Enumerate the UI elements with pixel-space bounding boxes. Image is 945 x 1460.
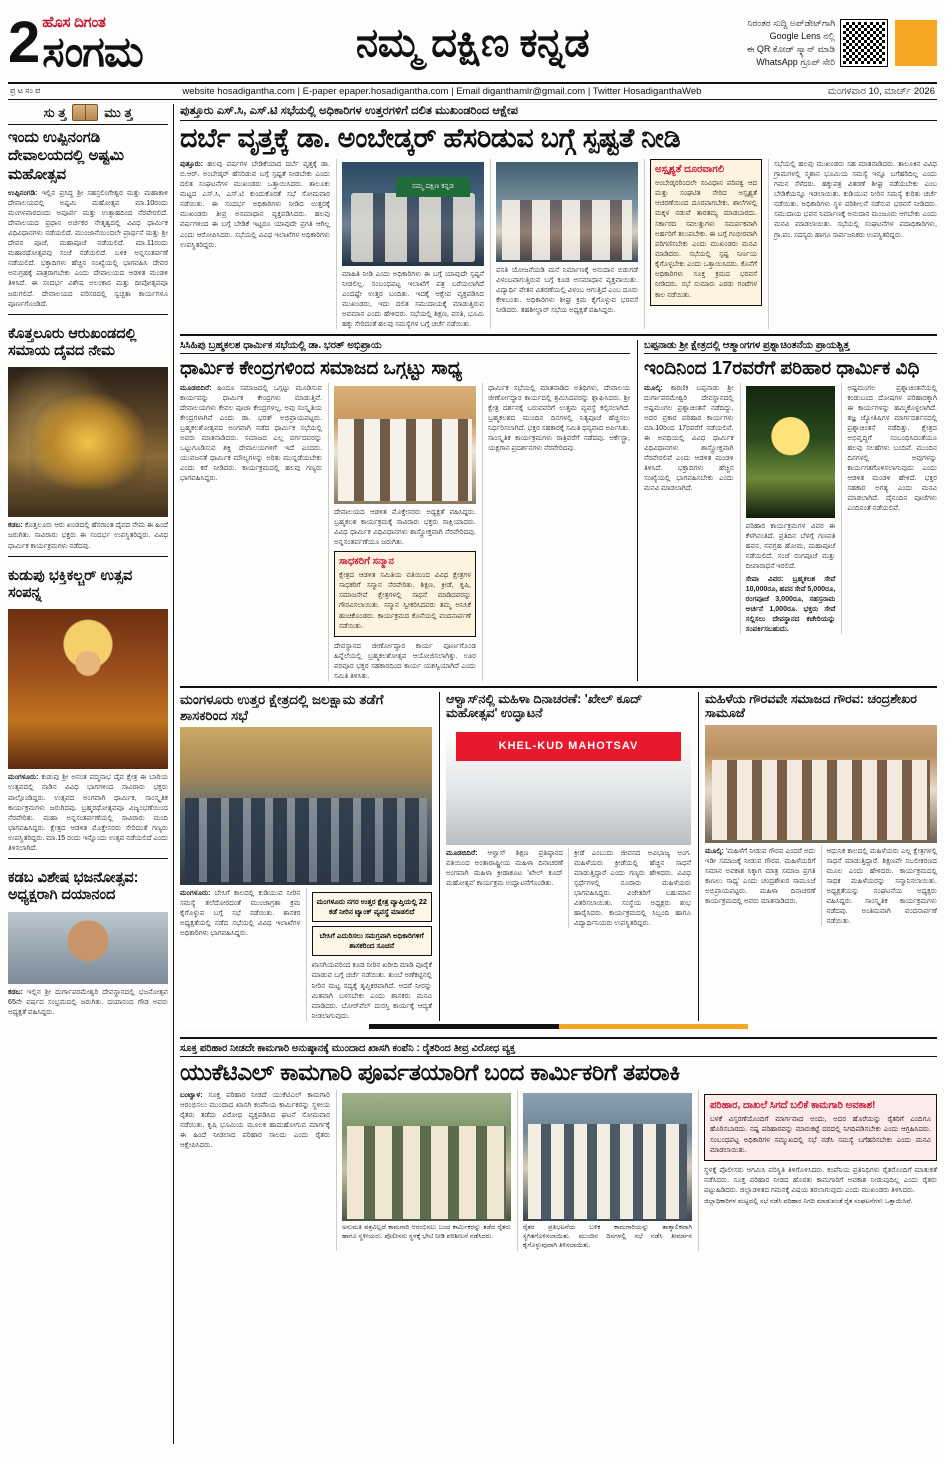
- water-story-body-2: ಖಾಸಗಿಯವರಿಂದ ಕೂಡ ನೀರಿನ ಖರೀದಿ ಮಾಡಿ ಪೂರೈಕೆ ಮಾಡುವ ಬಗ್ಗೆ ಚರ್ಚೆ ನಡೆಯಿತು. ತುಂಬೆ ಅಣೆಕಟ್ಟಿನಲ್ಲಿ ನೀರಿನ ಮಟ್ಟ ಸದ್ಯಕ್ಕೆ ತೃಪ್ತಿಕರವಾಗಿದೆ. ಆದರೆ ನೀರನ್ನು ಮಿತವಾಗಿ ಬಳಸಬೇಕು ಎಂದು ಶಾಸಕರು ಮನವಿ ಮಾಡಿದರು. ಬೋರ್‌ವೆಲ್ ದುರಸ್ತಿ ಕಾರ್ಯಕ್ಕೆ ಆದ್ಯತೆ ನೀಡಲಾಗುವುದು.: [311, 961, 432, 1020]
- left-story-4-headline[interactable]: ಕಡಬ ವಿಶೇಷ ಭಜನೋತ್ಸವ: ಅಧ್ಯಕ್ಷರಾಗಿ ದಯಾನಂದ: [8, 869, 139, 904]
- lead-story-boxout-body: ಅಂಬೇಡ್ಕರರಿಂದಲೇ ಸಂವಿಧಾನ ಪರಿಪಕ್ವ ಆದ ಮತ್ತು ಸಂಘಟಿತ ಸೇರಿದ ಅಸ್ಪೃಶ್ಯತೆ ಆಚರಣೆಯಿಂದ ದೂರವಾಗಬೇಕು. ಶಾಲೆಗಳಲ್ಲಿ ಮಕ್ಕಳ ನಡುವೆ ತಾರತಮ್ಯ ಮಾಡಬಾರದು. ಸರ್ಕಾರದ ಸವಲತ್ತುಗಳು ಸಮರ್ಪಕವಾಗಿ ಅರ್ಹರಿಗೆ ತಲುಪಬೇಕು. ಈ ಬಗ್ಗೆ ಗಂಭೀರವಾಗಿ ಪರಿಗಣಿಸಬೇಕು ಎಂದು ಮುಖಂಡರು ಮನವಿ ಮಾಡಿದರು. ಸಭೆಯಲ್ಲಿ ಸ್ಪಷ್ಟ ನಿರ್ಣಯ ಕೈಗೊಳ್ಳಬೇಕು ಎಂದು ಒತ್ತಾಯಿಸಿದರು. ಕೊನೆಗೆ ಅಧಿಕಾರಿಗಳು ಸೂಕ್ತ ಕ್ರಮದ ಭರವಸೆ ನೀಡಿದರು. ಸಭೆ ಸುಮಾರು ಎರಡು ಗಂಟೆಗಳ ಕಾಲ ನಡೆಯಿತು.: [655, 180, 757, 299]
- water-story-inset-1: ಮಂಗಳೂರು ನಗರ ಉತ್ತರ ಕ್ಷೇತ್ರ ವ್ಯಾಪ್ತಿಯಲ್ಲಿ 22 ಕಡೆ ನೀರಿನ ಟ್ಯಾಂಕ್ ವ್ಯವಸ್ಥೆ ಮಾಡಲಿದೆ: [312, 892, 433, 922]
- religious-story-boxout: [334, 551, 476, 637]
- bottom-story-kicker: ಸೂಕ್ತ ಪರಿಹಾರ ನೀಡದೇ ಕಾಮಗಾರಿ ಅನುಷ್ಠಾನಕ್ಕೆ ಮುಂದಾದ ಖಾಸಗಿ ಕಂಪೆನಿ : ರೈತರಿಂದ ತೀವ್ರ ವಿರೋಧ ವ್ಯಕ್ತ: [180, 1042, 516, 1054]
- bottom-story-dateline: ಬಂಟ್ವಾಳ:: [180, 1091, 203, 1100]
- divider: [644, 353, 937, 354]
- religious-story-col-1: [180, 383, 322, 484]
- lead-story-photo-1: [342, 162, 484, 266]
- left-story-2-text: ಕೊತ್ತಲೂರು ಆರು ಖಂಡದಲ್ಲಿ ಹೆಸರಾಂತ ದೈವದ ನೇಮ ಈ ಹಿಂದೆ ಜರುಗಿತು. ಸಾವಿರಾರು ಭಕ್ತರು ಈ ಸಂದರ್ಭ ಉಪಸ್ಥಿತರಿದ್ದರು. ವಿವಿಧ ಧಾರ್ಮಿಕ ಕಾರ್ಯಕ್ರಮಗಳು ನಡೆದವು.: [8, 521, 168, 550]
- masthead-left: [8, 6, 308, 80]
- left-story-3-text: ಕುಡುಪು ಶ್ರೀ ಅನಂತ ಪದ್ಮನಾಭ ದೈವ ಕ್ಷೇತ್ರ ಈ ಬಾರಿಯ ಉತ್ಸವದಲ್ಲಿ ನಾಡಿನ ವಿವಿಧ ಭಾಗಗಳಿಂದ ಸಾವಿರಾರು ಭಕ್ತರು ಪಾಲ್ಗೊಂಡಿದ್ದರು. ಉತ್ಸವದ ಅಂಗವಾಗಿ ಧಾರ್ಮಿಕ, ಸಾಂಸ್ಕೃತಿಕ ಕಾರ್ಯಕ್ರಮಗಳು ಜರುಗಿದವು. ಬ್ರಹ್ಮರಥೋತ್ಸವವೂ ವಿಜೃಂಭಣೆಯಿಂದ ನೆರವೇರಿತು. ಮಹಾ ಅನ್ನಸಂತರ್ಪಣೆಯಲ್ಲಿ ಸಾವಿರಾರು ಮಂದಿ ಭಾಗವಹಿಸಿದ್ದರು. ಕ್ಷೇತ್ರದ ಆಡಳಿತ ಮೊಕ್ತೇಸರರು ಸೇರಿದಂತೆ ಗಣ್ಯರು ಉಪಸ್ಥಿತರಿದ್ದರು. ಮಾ.15 ರಂದು ಇನ್ನೊಂದು ಉತ್ಸವ ನಡೆಯಲಿದೆ ಎಂದು ತಿಳಿಸಲಾಗಿದೆ.: [8, 773, 168, 852]
- khelkud-story: [439, 692, 691, 1021]
- lead-story-col-1-text: ಹಲವು ವರ್ಷಗಳ ಬೇಡಿಕೆಯಾದ ದರ್ಬೆ ವೃತ್ತಕ್ಕೆ ಡಾ. ಬಿ.ಆರ್. ಅಂಬೇಡ್ಕರ್ ಹೆಸರಿಡುವ ಬಗ್ಗೆ ಸ್ಪಷ್ಟತೆ ನೀಡಬೇಕು ಎಂದು ದಲಿತ ಸಂಘಟನೆಗಳ ಮುಖಂಡರು ಒತ್ತಾಯಿಸಿದರು. ತಾಲೂಕು ಮಟ್ಟದ ಎಸ್‌.ಸಿ, ಎಸ್‌.ಟಿ ಕುಂದುಕೊರತೆ ಸಭೆ ಸೋಮವಾರ ನಡೆಯಿತು. ಈ ಸಂದರ್ಭ ಅಧಿಕಾರಿಗಳು ನೀಡಿದ ಉತ್ತರಕ್ಕೆ ಮುಖಂಡರು ತೀವ್ರ ಅಸಮಾಧಾನ ವ್ಯಕ್ತಪಡಿಸಿದರು. ಹಲವು ವರ್ಷಗಳಿಂದ ಈ ಬಗ್ಗೆ ಬೇಡಿಕೆ ಇಟ್ಟರೂ ಯಾವುದೇ ಪ್ರಗತಿ ಆಗಿಲ್ಲ ಎಂದು ಆರೋಪಿಸಿದರು. ಸಭೆಯಲ್ಲಿ ವಿವಿಧ ಇಲಾಖೆಗಳ ಅಧಿಕಾರಿಗಳು ಉಪಸ್ಥಿತರಿದ್ದರು.: [180, 160, 330, 249]
- divider: [8, 858, 168, 859]
- lead-story-col-1: [180, 159, 330, 250]
- masthead-color-block: [895, 20, 937, 66]
- website-label: website: [182, 86, 215, 97]
- lead-story-col-3: ವಸತಿ ಯೋಜನೆಯಡಿ ಮನೆ ನಿರ್ಮಾಣಕ್ಕೆ ಅನುದಾನ ಬಿಡುಗಡೆ ವಿಳಂಬವಾಗುತ್ತಿರುವ ಬಗ್ಗೆ ಕೂಡ ಅಸಮಾಧಾನ ವ್ಯಕ್ತವಾಯಿತು. ವಿದ್ಯಾರ್ಥಿ ವೇತನ ವಿತರಣೆಯಲ್ಲಿ ವಿಳಂಬ ಆಗುತ್ತಿದೆ ಎಂಬ ದೂರು ಕೇಳಿಬಂತು. ಅಧಿಕಾರಿಗಳು ಶೀಘ್ರ ಕ್ರಮ ಕೈಗೊಳ್ಳುವ ಭರವಸೆ ನೀಡಿದರು. ತಹಶೀಲ್ದಾರ್ ಸಭೆಯ ಅಧ್ಯಕ್ಷತೆ ವಹಿಸಿದ್ದರು.: [496, 266, 638, 315]
- religious-story-kicker: ಸಿಸಿಹಿಪು ಬ್ರಹ್ಮಕಲಶ ಧಾರ್ಮಿಕ ಸಭೆಯಲ್ಲಿ ಡಾ. ಭರತ್ ಅಭಿಪ್ರಾಯ: [180, 340, 382, 352]
- color-registration-strip: [180, 1024, 937, 1029]
- third-band: [180, 686, 937, 1021]
- divider: [180, 1056, 937, 1057]
- second-band: [180, 334, 937, 681]
- book-icon: [72, 104, 98, 121]
- religious-story-dateline: ಮೂಡಬಿದಿರೆ:: [180, 383, 212, 392]
- religious-story-col-1-text: ಹಿಂದೂ ಸಮಾಜದಲ್ಲಿ ಒಗ್ಗಟ್ಟು ಮೂಡಿಸುವ ಕಾರ್ಯವನ್ನು ಧಾರ್ಮಿಕ ಕೇಂದ್ರಗಳು ಮಾಡುತ್ತಿವೆ. ದೇವಾಲಯಗಳು ಕೇವಲ ಪೂಜಾ ಕೇಂದ್ರಗಳಲ್ಲ, ಅವು ಸಂಸ್ಕೃತಿಯ ಕೇಂದ್ರಗಳಾಗಿವೆ ಎಂದು ಡಾ. ಭರತ್ ಅಭಿಪ್ರಾಯಪಟ್ಟರು. ಬ್ರಹ್ಮಕಲಶೋತ್ಸವದ ಅಂಗವಾಗಿ ನಡೆದ ಧಾರ್ಮಿಕ ಸಭೆಯಲ್ಲಿ ಅವರು ಮಾತನಾಡಿದರು. ಸಮಾಜದ ಎಲ್ಲ ವರ್ಗದವರನ್ನು ಒಟ್ಟುಗೂಡಿಸುವ ಶಕ್ತಿ ದೇವಾಲಯಗಳಿಗೆ ಇದೆ ಎಂದರು. ಯುವಜನತೆ ಧಾರ್ಮಿಕ ಮೌಲ್ಯಗಳನ್ನು ಅರಿತು ಮುನ್ನಡೆಯಬೇಕು ಎಂದು ಕರೆ ನೀಡಿದರು. ಕಾರ್ಯಕ್ರಮದಲ್ಲಿ ಹಲವು ಗಣ್ಯರು ಭಾಗವಹಿಸಿದ್ದರು.: [180, 383, 322, 483]
- main-column: [180, 104, 937, 1444]
- twitter-link[interactable]: HosadiganthaWeb: [623, 86, 702, 97]
- qr-line-2: Google Lens ನಲ್ಲಿ: [769, 30, 835, 41]
- bottom-story-col-1: [180, 1090, 330, 1150]
- brand-top-label: ಹೊಸ ದಿಗಂತ: [42, 13, 106, 31]
- lead-story-col-2: ಮಾಹಿತಿ ನೀಡಿ ಎಂದು ಅಧಿಕಾರಿಗಳು ಈ ಬಗ್ಗೆ ಯಾವುದೇ ಸ್ಪಷ್ಟನೆ ನೀಡಲಿಲ್ಲ. ಸಂಬಂಧಪಟ್ಟ ಇಲಾಖೆಗೆ ಪತ್ರ ಬರೆಯಲಾಗಿದೆ ಎಂದಷ್ಟೇ ಉತ್ತರ ಬಂದಿತು. ಇದಕ್ಕೆ ಆಕ್ಷೇಪ ವ್ಯಕ್ತಪಡಿಸಿದ ಮುಖಂಡರು, ಇದು ದಲಿತ ಸಮುದಾಯಕ್ಕೆ ಮಾಡುತ್ತಿರುವ ಅವಮಾನ ಎಂದು ಹೇಳಿದರು. ಸಭೆಯಲ್ಲಿ ಶಿಕ್ಷಣ, ವಸತಿ, ಭೂಮಿ ಹಕ್ಕು ಸೇರಿದಂತೆ ಹಲವು ಸಮಸ್ಯೆಗಳ ಬಗ್ಗೆ ಚರ್ಚೆ ನಡೆಯಿತು.: [342, 270, 484, 329]
- bottom-story-headline[interactable]: ಯುಕೆಟಿಎಲ್ ಕಾಮಗಾರಿ ಪೂರ್ವತಯಾರಿಗೆ ಬಂದ ಕಾರ್ಮಿಕರಿಗೆ ತಪರಾಕಿ: [180, 1058, 680, 1085]
- email-link[interactable]: diganthamlr@gmail.com: [482, 86, 586, 97]
- bottom-story-boxout-heading: ಪರಿಹಾರ, ದಾಖಲೆ ಸಿಗದೆ ಬಲಿಕೆ ಕಾಮಗಾರಿ ಅವಕಾಶ!: [710, 1100, 876, 1112]
- left-column-strap: [8, 104, 168, 125]
- edition-title: ನಮ್ಮ ದಕ್ಷಿಣ ಕನ್ನಡ: [355, 20, 590, 65]
- women-story-headline[interactable]: ಮಹಿಳೆಯ ಗೌರವವೇ ಸಮಾಜದ ಗೌರವ: ಚಂದ್ರಶೇಖರ ಸಾಮೂಜೆ: [705, 692, 917, 721]
- publication-date: ಮಂಗಳವಾರ 10, ಮಾರ್ಚ್ 2026: [827, 86, 935, 97]
- religious-story-photo: [334, 386, 476, 504]
- bottom-story-caption-3: ಜಿಲ್ಲಾಧಿಕಾರಿಗಳ ಮಟ್ಟದಲ್ಲಿ ಸಭೆ ನಡೆಸಿ ಪರಿಹಾರ ನಿಗದಿ ಮಾಡುವಂತೆ ರೈತ ಸಂಘಟನೆಗಳು ಒತ್ತಾಯಿಸಿವೆ.: [704, 1198, 913, 1206]
- women-honour-story: [698, 692, 937, 1021]
- religious-story-boxout-body: ಕ್ಷೇತ್ರದ ಆಡಳಿತ ಸಮಿತಿಯ ವತಿಯಿಂದ ವಿವಿಧ ಕ್ಷೇತ್ರಗಳ ಸಾಧಕರಿಗೆ ಸನ್ಮಾನ ನೆರವೇರಿತು. ಶಿಕ್ಷಣ, ಕ್ರೀಡೆ, ಕೃಷಿ, ಸಮಾಜಸೇವೆ ಕ್ಷೇತ್ರಗಳಲ್ಲಿ ಸಾಧನೆ ಮಾಡಿದವರನ್ನು ಗೌರವಿಸಲಾಯಿತು. ಸನ್ಮಾನ ಸ್ವೀಕರಿಸಿದವರು ತಮ್ಮ ಅನಿಸಿಕೆ ಹಂಚಿಕೊಂಡರು. ಕಾರ್ಯಕ್ರಮದ ಕೊನೆಯಲ್ಲಿ ವಂದನಾರ್ಪಣೆ ನಡೆಯಿತು.: [339, 571, 471, 630]
- women-story-body-2: ಆಧುನಿಕ ಕಾಲದಲ್ಲಿ ಮಹಿಳೆಯರು ಎಲ್ಲ ಕ್ಷೇತ್ರಗಳಲ್ಲಿ ಸಾಧನೆ ಮಾಡುತ್ತಿದ್ದಾರೆ. ಶಿಕ್ಷಣವೇ ಸಬಲೀಕರಣದ ಮೂಲ ಎಂದು ಹೇಳಿದರು. ಕಾರ್ಯಕ್ರಮದಲ್ಲಿ ಸಾಧಕ ಮಹಿಳೆಯರನ್ನು ಸನ್ಮಾನಿಸಲಾಯಿತು. ಅಧ್ಯಕ್ಷತೆಯನ್ನು ಸಂಘಟನೆಯ ಅಧ್ಯಕ್ಷರು ವಹಿಸಿದ್ದರು. ಸಾಂಸ್ಕೃತಿಕ ಕಾರ್ಯಕ್ರಮಗಳು ನಡೆದವು. ಅಂತಿಮವಾಗಿ ವಂದನಾರ್ಪಣೆ ನಡೆಯಿತು.: [826, 846, 937, 926]
- qr-line-4: WhatsApp ಗ್ರೂಪ್ ಸೇರಿ: [756, 57, 835, 68]
- left-story-1-dateline: ಉಪ್ಪಿನಂಗಡಿ:: [8, 188, 38, 197]
- lead-story-kicker: ಪುತ್ತೂರು ಎಸ್‌.ಸಿ, ಎಸ್‌.ಟಿ ಸಭೆಯಲ್ಲಿ ಅಧಿಕಾರಿಗಳ ಉತ್ತರಗಳಿಗೆ ದಲಿತ ಮುಖಂಡರಿಂದ ಆಕ್ಷೇಪ: [180, 104, 937, 121]
- page-number: 2: [8, 10, 39, 75]
- masthead-right: [637, 6, 937, 80]
- water-story-photo: [180, 727, 432, 885]
- qr-line-1: ನಿರಂತರ ಸುದ್ದಿ ಅಪ್‌ಡೇಟ್‌ಗಾಗಿ: [747, 17, 835, 28]
- temple-story-headline[interactable]: ಇಂದಿನಿಂದ 17ರವರೆಗೆ ಪರಿಹಾರ ಧಾರ್ಮಿಕ ವಿಧಿ: [644, 357, 920, 379]
- twitter-label: Twitter: [592, 86, 621, 97]
- left-story-1-body: [8, 188, 168, 309]
- qr-instructions: [747, 17, 835, 69]
- bottom-story-col-1-text: ಸೂಕ್ತ ಪರಿಹಾರ ನೀಡದೆ ಯುಕೆಟಿಎಲ್ ಕಾಮಗಾರಿ ಆರಂಭಿಸಲು ಮುಂದಾದ ಖಾಸಗಿ ಕಂಪೆನಿಯ ಕಾರ್ಮಿಕರನ್ನು ಸ್ಥಳೀಯ ರೈತರು ತಡೆದು ವಿರೋಧ ವ್ಯಕ್ತಪಡಿಸಿದ ಘಟನೆ ಸೋಮವಾರ ನಡೆಯಿತು. ಕೃಷಿ ಭೂಮಿಯ ಮೂಲಕ ಹಾದುಹೋಗುವ ಮಾರ್ಗಕ್ಕೆ ಈ ಹಿಂದೆ ನೀಡಲಾದ ಪರಿಹಾರ ಸಾಲದು ಎಂದು ರೈತರು ಆಕ್ಷೇಪಿಸಿದರು.: [180, 1091, 330, 1150]
- lead-story: [180, 104, 937, 329]
- left-story-3-photo: [8, 609, 168, 769]
- temple-schedule-story: [637, 340, 937, 681]
- left-story-2-headline[interactable]: ಕೊತ್ತಲೂರು ಆರುಖಂಡದಲ್ಲಿ ಸಮಾಯ ದೈವದ ನೇಮ: [8, 325, 137, 360]
- women-story-text: 'ಮಹಿಳೆಗೆ ನೀಡುವ ಗೌರವ ಎಂದರೆ ಅದು ಇಡೀ ಸಮಾಜಕ್ಕೆ ನೀಡುವ ಗೌರವ. ಮಹಿಳೆಯರಿಗೆ ಸಮಾನ ಅವಕಾಶ ಸಿಕ್ಕಾಗ ಮಾತ್ರ ಸಮಾಜ ಪ್ರಗತಿ ಕಾಣಲು ಸಾಧ್ಯ' ಎಂದು ಚಂದ್ರಶೇಖರ ಸಾಮೂಜೆ ಅಭಿಪ್ರಾಯಪಟ್ಟರು. ಮಹಿಳಾ ದಿನಾಚರಣೆ ಕಾರ್ಯಕ್ರಮದಲ್ಲಿ ಅವರು ಮಾತನಾಡಿದರು.: [705, 846, 816, 906]
- khelkud-story-headline[interactable]: ಆಳ್ವಾಸ್‌ನಲ್ಲಿ ಮಹಿಳಾ ದಿನಾಚರಣೆ: 'ಖೇಲ್ ಕೂದ್ ಮಹೋತ್ಸವ' ಉದ್ಘಾಟನೆ: [446, 692, 643, 721]
- lead-story-boxout-heading: ಅಸ್ಪೃಶ್ಯತೆ ದೂರವಾಗಲಿ: [655, 164, 725, 176]
- khelkud-story-body: [446, 848, 563, 888]
- bottom-story-caption-2: ರೈತರ ಪ್ರತಿಭಟನೆಯ ಬಳಿಕ ಕಾಮಗಾರಿಯನ್ನು ತಾತ್ಕಾಲಿಕವಾಗಿ ಸ್ಥಗಿತಗೊಳಿಸಲಾಯಿತು. ಮುಂದಿನ ದಿನಗಳಲ್ಲಿ ಸಭೆ ನಡೆಸಿ ತೀರ್ಮಾನ ಕೈಗೊಳ್ಳುವುದಾಗಿ ತಿಳಿಸಲಾಯಿತು.: [523, 1224, 692, 1249]
- bottom-story-boxout: [704, 1094, 937, 1161]
- website-link[interactable]: hosadigantha.com: [217, 86, 295, 97]
- email-label: Email: [456, 86, 480, 97]
- divider: [180, 353, 630, 354]
- lead-story-photo-2: [496, 162, 638, 262]
- religious-story-col-2: ದೇವಾಲಯದ ಆಡಳಿತ ಮೊಕ್ತೇಸರರು ಅಧ್ಯಕ್ಷತೆ ವಹಿಸಿದ್ದರು. ಬ್ರಹ್ಮಕಲಶ ಕಾರ್ಯಕ್ರಮಕ್ಕೆ ಸಾವಿರಾರು ಭಕ್ತರು ಸಾಕ್ಷಿಯಾದರು. ವಿವಿಧ ಧಾರ್ಮಿಕ ವಿಧಿವಿಧಾನಗಳು ಶಾಸ್ತ್ರೋಕ್ತವಾಗಿ ನೆರವೇರಿದವು. ಅನ್ನಸಂತರ್ಪಣೆಯೂ ಜರುಗಿತು.: [334, 507, 476, 546]
- temple-story-photo: [746, 386, 836, 518]
- qr-line-3: ಈ QR ಕೋಡ್ ಸ್ಕ್ಯಾನ್ ಮಾಡಿ: [746, 44, 835, 54]
- religious-story-col-4: ಧಾರ್ಮಿಕ ಸಭೆಯಲ್ಲಿ ಮಾತನಾಡಿದ ಅತಿಥಿಗಳು, ದೇವಾಲಯ ಜೀರ್ಣೋದ್ಧಾರ ಕಾರ್ಯದಲ್ಲಿ ಶ್ರಮಿಸಿದವರನ್ನು ಶ್ಲಾಘಿಸಿದರು. ಶ್ರೀ ಕ್ಷೇತ್ರ ದರ್ಶನಕ್ಕೆ ಬರುವವರಿಗೆ ಉತ್ತಮ ವ್ಯವಸ್ಥೆ ಕಲ್ಪಿಸಲಾಗಿದೆ. ಬ್ರಹ್ಮಕಲಶದ ಮುಂದಿನ ದಿನಗಳಲ್ಲಿ ನಿತ್ಯಪೂಜೆ ಹೆಚ್ಚಿಸಲು ನಿರ್ಧರಿಸಲಾಗಿದೆ. ಭಕ್ತರ ಸಹಕಾರಕ್ಕೆ ಸಮಿತಿ ಧನ್ಯವಾದ ಅರ್ಪಿಸಿತು. ಸಾಂಸ್ಕೃತಿಕ ಕಾರ್ಯಕ್ರಮಗಳು ರಾತ್ರಿವರೆಗೆ ನಡೆದವು. ಆರ್ಕೆಸ್ಟ್ರಾ, ಯಕ್ಷಗಾನ ಪ್ರದರ್ಶನಗಳು ನೆರವೇರಿದವು.: [488, 383, 630, 453]
- lead-story-col-4: ಸಭೆಯಲ್ಲಿ ಹಲವು ಮುಖಂಡರು ಸಹ ಮಾತನಾಡಿದರು. ತಾಲೂಕಿನ ವಿವಿಧ ಗ್ರಾಮಗಳಲ್ಲಿ ಸ್ಮಶಾನ ಭೂಮಿಯ ಸಮಸ್ಯೆ ಇನ್ನೂ ಬಗೆಹರಿದಿಲ್ಲ ಎಂದು ಗಮನ ಸೆಳೆದರು. ಹಕ್ಕುಪತ್ರ ವಿತರಣೆ ಶೀಘ್ರ ನಡೆಯಬೇಕು ಎಂಬ ಬೇಡಿಕೆಯನ್ನೂ ಇಡಲಾಯಿತು. ಕುಡಿಯುವ ನೀರಿನ ಸಮಸ್ಯೆ ಕುರಿತು ಚರ್ಚೆ ನಡೆಯಿತು. ಅಧಿಕಾರಿಗಳು ಸ್ಥಳ ಪರಿಶೀಲನೆ ನಡೆಸುವ ಭರವಸೆ ನೀಡಿದರು. ಸಮುದಾಯ ಭವನ ನಿರ್ಮಾಣಕ್ಕೆ ಅನುದಾನ ಮಂಜೂರು ಆಗಬೇಕು ಎಂದು ಮನವಿ ಮಾಡಲಾಯಿತು. ಸಭೆಯಲ್ಲಿ ಸಂಘಟನೆಗಳ ಪದಾಧಿಕಾರಿಗಳು, ಗ್ರಾ.ಪಂ. ಸದಸ್ಯರು ಹಾಗೂ ಸಾರ್ವಜನಿಕರು ಉಪಸ್ಥಿತರಿದ್ದರು.: [774, 160, 937, 239]
- women-story-dateline: ಮೂಲ್ಕಿ:: [705, 846, 724, 855]
- bottom-story-caption-1: ಅನುಮತಿ ಪತ್ರವಿಲ್ಲದೆ ಕಾಮಗಾರಿ ಆರಂಭಿಸಲು ಬಂದ ಕಾರ್ಮಿಕರನ್ನು ತಡೆದ ರೈತರು ಹಾಗೂ ಸ್ಥಳೀಯರು. ಪೊಲೀಸರು ಸ್ಥಳಕ್ಕೆ ಭೇಟಿ ನೀಡಿ ಪರಿಶೀಲನೆ ನಡೆಸಿದರು.: [342, 1224, 511, 1240]
- left-story-4-dateline: ಕಡಬ:: [8, 987, 23, 996]
- temple-story-dateline: ಮೂಲ್ಕಿ:: [644, 383, 663, 392]
- left-story-3-dateline: ಮಂಗಳೂರು:: [8, 773, 39, 782]
- religious-story: [180, 340, 630, 681]
- khelkud-banner-text: KHEL-KUD MAHOTSAV: [456, 732, 681, 761]
- khelkud-story-dateline: ಮೂಡಬಿದಿರೆ:: [446, 848, 478, 857]
- temple-story-donations: ಸೇವಾ ವಿವರ: ಬ್ರಹ್ಮಕಲಶ ಸೇವೆ 10,000ರೂ, ಹವನ ಸೇವೆ 5,000ರೂ, ರಂಗಪೂಜೆ 3,000ರೂ, ಸಹಸ್ರನಾಮ ಅರ್ಚನೆ 1,000ರೂ. ಭಕ್ತರು ಸೇವೆ ಸಲ್ಲಿಸಲು ದೇವಸ್ಥಾನದ ಕಚೇರಿಯನ್ನು ಸಂಪರ್ಕಿಸಬಹುದು.: [745, 575, 836, 634]
- khelkud-story-photo: [446, 725, 691, 845]
- khelkud-story-body-2: ಕ್ರೀಡೆ ಎಂಬುದು ಜೀವನದ ಅವಿಭಾಜ್ಯ ಅಂಗ. ಮಹಿಳೆಯರು ಕ್ರೀಡೆಯಲ್ಲಿ ಹೆಚ್ಚಿನ ಸಾಧನೆ ಮಾಡುತ್ತಿದ್ದಾರೆ ಎಂದು ಗಣ್ಯರು ಹೇಳಿದರು. ವಿವಿಧ ಸ್ಪರ್ಧೆಗಳಲ್ಲಿ ನೂರಾರು ಮಹಿಳೆಯರು ಭಾಗವಹಿಸಿದ್ದರು. ವಿಜೇತರಿಗೆ ಬಹುಮಾನ ವಿತರಿಸಲಾಯಿತು. ಸಂಸ್ಥೆಯ ಅಧ್ಯಕ್ಷರು ಶುಭ ಹಾರೈಸಿದರು. ಕಾರ್ಯಕ್ರಮದಲ್ಲಿ ಸಿಬ್ಬಂದಿ ಹಾಗೂ ವಿದ್ಯಾರ್ಥಿನಿಯರು ಉಪಸ್ಥಿತರಿದ್ದರು.: [574, 848, 691, 928]
- left-story-4-body: [8, 987, 168, 1017]
- bottom-story-photo-2: [523, 1093, 692, 1221]
- water-story-text: ಬೇಸಿಗೆ ಕಾಲದಲ್ಲಿ ಕುಡಿಯುವ ನೀರಿನ ಸಮಸ್ಯೆ ತಲೆದೋರದಂತೆ ಮುಂಜಾಗ್ರತಾ ಕ್ರಮ ಕೈಗೊಳ್ಳುವ ಬಗ್ಗೆ ಸಭೆ ನಡೆಯಿತು. ಶಾಸಕರ ಅಧ್ಯಕ್ಷತೆಯಲ್ಲಿ ನಡೆದ ಸಭೆಯಲ್ಲಿ ವಿವಿಧ ಇಲಾಖೆಗಳ ಅಧಿಕಾರಿಗಳು ಭಾಗವಹಿಸಿದ್ದರು.: [180, 889, 301, 938]
- qr-code-icon[interactable]: [841, 20, 887, 66]
- temple-story-col-1: [644, 383, 734, 494]
- left-story-1-headline[interactable]: ಇಂದು ಉಪ್ಪಿನಂಗಡಿ ದೇವಾಲಯದಲ್ಲಿ ಅಷ್ಟಮಿ ಮಹೋತ್ಸವ: [8, 129, 125, 183]
- contact-bar-left-label: ಪ್ರ ಟ ಸಂ ಪ: [10, 86, 41, 96]
- strap-right-text: ಮು ತ್ತ: [104, 104, 133, 120]
- bottom-story: [180, 1037, 937, 1251]
- strap-left-text: ಸು ತ್ತ: [43, 104, 67, 120]
- left-story-2-dateline: ಕಡಬ:: [8, 521, 23, 530]
- brand-main-label: ಸಂಗಮ: [42, 27, 143, 75]
- water-story-headline[interactable]: ಮಂಗಳೂರು ಉತ್ತರ ಕ್ಷೇತ್ರದಲ್ಲಿ ಜಲಕ್ಷಾಮ ತಡೆಗೆ ಶಾಸಕರಿಂದ ಸಭೆ: [180, 692, 384, 723]
- left-story-3-headline[interactable]: ಕುಡುಪು ಭಕ್ತಿಕಲ್ಚರ್ ಉತ್ಸವ ಸಂಪನ್ನ: [8, 567, 133, 601]
- women-story-photo: [705, 725, 937, 843]
- temple-story-col-2: ಪರಿಹಾರ ಕಾರ್ಯಕ್ರಮಗಳ ವಿವರ ಈ ಕೆಳಗಿನಂತಿದೆ. ಪ್ರತಿದಿನ ಬೆಳಗ್ಗೆ ಗಣಪತಿ ಹವನ, ನವಗ್ರಹ ಹೋಮ, ಮಹಾಪೂಜೆ ನಡೆಯಲಿದೆ. ಸಂಜೆ ರಂಗಪೂಜೆ ಮತ್ತು ದೀಪಾರಾಧನೆ ಇರಲಿದೆ.: [745, 521, 836, 570]
- bottom-story-col-2: ಸ್ಥಳಕ್ಕೆ ಪೊಲೀಸರು ಆಗಮಿಸಿ ಪರಿಸ್ಥಿತಿ ತಿಳಿಗೊಳಿಸಿದರು. ಕಂಪೆನಿಯ ಪ್ರತಿನಿಧಿಗಳು ರೈತರೊಂದಿಗೆ ಮಾತುಕತೆ ನಡೆಸಿದರು. ಸೂಕ್ತ ಪರಿಹಾರ ನೀಡದ ಹೊರತು ಕಾಮಗಾರಿಗೆ ಅವಕಾಶ ನೀಡುವುದಿಲ್ಲ ಎಂದು ರೈತರು ಪಟ್ಟುಹಿಡಿದರು. ಜಿಲ್ಲಾಡಳಿತದ ಗಮನಕ್ಕೆ ವಿಷಯ ತರಲಾಗುವುದು ಎಂದು ಮುಖಂಡರು ತಿಳಿಸಿದರು.: [704, 1166, 937, 1195]
- left-story-4-text: ಇಲ್ಲಿನ ಶ್ರೀ ದುರ್ಗಾಪರಮೇಶ್ವರಿ ದೇವಸ್ಥಾನದಲ್ಲಿ ಭಜನೋತ್ಸವ 65ನೇ ವರ್ಷದ ಸಂಭ್ರಮದಲ್ಲಿ ಜರುಗಿತು. ದಯಾನಂದ ಗೌಡ ಅವರು ಅಧ್ಯಕ್ಷತೆ ವಹಿಸಿದ್ದರು.: [8, 987, 168, 1016]
- contact-bar: [8, 82, 937, 100]
- lead-story-headline[interactable]: ದರ್ಬೆ ವೃತ್ತಕ್ಕೆ ಡಾ. ಅಂಬೇಡ್ಕರ್ ಹೆಸರಿಡುವ ಬಗ್ಗೆ ಸ್ಪಷ್ಟತೆ ನೀಡಿ: [180, 123, 681, 154]
- lead-story-dateline: ಪುತ್ತೂರು:: [180, 160, 204, 169]
- divider: [8, 556, 168, 557]
- page-body: [8, 104, 937, 1444]
- left-story-2-body: [8, 520, 168, 550]
- left-story-4-photo: [8, 912, 168, 984]
- water-story-inset-2: ಬೇಸಿಗೆ ಎದುರಿಸಲು ಸಮಗ್ರವಾಗಿ ಅಧಿಕಾರಿಗಳಿಗೆ ಶಾಸಕರಿಂದ ಸೂಚನೆ: [312, 926, 433, 956]
- masthead: [8, 6, 937, 80]
- religious-story-col-3: ದೇವಸ್ಥಾನದ ಜೀರ್ಣೋದ್ಧಾರ ಕಾರ್ಯ ಪೂರ್ಣಗೊಂಡ ಹಿನ್ನೆಲೆಯಲ್ಲಿ ಬ್ರಹ್ಮಕಲಶೋತ್ಸವ ಆಯೋಜಿಸಲಾಗಿತ್ತು. ಊರ ಪರವೂರ ಭಕ್ತರ ಸಹಕಾರದಿಂದ ಕಾರ್ಯ ಯಶಸ್ವಿಯಾಗಿದೆ ಎಂದು ಸಮಿತಿ ತಿಳಿಸಿತು.: [334, 641, 476, 680]
- masthead-center: [308, 6, 637, 80]
- khelkud-story-text: ಆಳ್ವಾಸ್ ಶಿಕ್ಷಣ ಪ್ರತಿಷ್ಠಾನದ ವತಿಯಿಂದ ಅಂತಾರಾಷ್ಟ್ರೀಯ ಮಹಿಳಾ ದಿನಾಚರಣೆ ಅಂಗವಾಗಿ ಮಹಿಳಾ ಕ್ರೀಡಾಕೂಟ 'ಖೇಲ್ ಕೂದ್ ಮಹೋತ್ಸವ' ಕಾರ್ಯಕ್ರಮ ಉದ್ಘಾಟನೆಗೊಂಡಿತು.: [446, 848, 563, 887]
- left-story-1-text: ಇಲ್ಲಿನ ಪ್ರಸಿದ್ಧ ಶ್ರೀ ಸಹಸ್ರಲಿಂಗೇಶ್ವರ ಮತ್ತು ಮಹಾಕಾಳಿ ದೇವಾಲಯದಲ್ಲಿ ಅಷ್ಟಮಿ ಮಹೋತ್ಸವ ಮಾ.10ರಂದು ಮಂಗಳವಾರದಂದು ಅಪೂರ್ವ ಮತ್ತು ಉತ್ಸಾಹದಿಂದ ನೆರವೇರಲಿದೆ. ದೇವಾಲಯದ ಪ್ರಧಾನ ಅರ್ಚಕರ ನೇತೃತ್ವದಲ್ಲಿ ವಿವಿಧ ಧಾರ್ಮಿಕ ವಿಧಿವಿಧಾನಗಳು ನಡೆಯಲಿದೆ. ಮುಂಜಾನೆಯಿಂದಲೇ ಪ್ರಾರ್ಥನೆ ಮತ್ತು ಶ್ರೀ ದೇವರ ಪೂಜೆ, ಮಹಾಪೂಜೆ ನಡೆಯಲಿದೆ. ಮಾ.11ರಂದು ಮಹಾರಥೋತ್ಸವವು ಸಂಜೆ ನಡೆಯಲಿದೆ. ಬಳಿಕ ಅನ್ನಸಂತರ್ಪಣೆ ನಡೆಯಲಿದೆ. ಭಕ್ತಾದಿಗಳು ಹೆಚ್ಚಿನ ಸಂಖ್ಯೆಯಲ್ಲಿ ಭಾಗವಹಿಸಿ ದೇವರ ಅನುಗ್ರಹಕ್ಕೆ ಪಾತ್ರರಾಗಬೇಕು ಎಂದು ದೇವಾಲಯದ ಆಡಳಿತ ಮಂಡಳಿ ತಿಳಿಸಿದೆ. ಈ ಸಂದರ್ಭ ವಿಶೇಷ ಅಲಂಕಾರ ಮತ್ತು ದೀಪೋತ್ಸವವೂ ಜರುಗಲಿದೆ. ದೇವಾಲಯದ ಪರಿಸರದಲ್ಲಿ ಸ್ವಚ್ಛತಾ ಕಾರ್ಯಗಳೂ ಪೂರ್ಣಗೊಂಡಿದೆ.: [8, 188, 168, 308]
- temple-story-col-4: ಅಷ್ಟಮಂಗಲ ಪ್ರಶ್ನಾಚಿಂತನೆಯಲ್ಲಿ ಕಂಡುಬಂದ ದೋಷಗಳ ಪರಿಹಾರಕ್ಕಾಗಿ ಈ ಕಾರ್ಯಗಳನ್ನು ಹಮ್ಮಿಕೊಳ್ಳಲಾಗಿದೆ. ತಜ್ಞ ಜ್ಯೋತಿಷಿಗಳ ಮಾರ್ಗದರ್ಶನದಲ್ಲಿ ಪ್ರಶ್ನಾಚಿಂತನೆ ನಡೆದಿತ್ತು. ಕ್ಷೇತ್ರದ ಅಭಿವೃದ್ಧಿಗೆ ಸಂಬಂಧಿಸಿದಂತೆಯೂ ಹಲವು ಸಲಹೆಗಳು ಬಂದಿವೆ. ಮುಂದಿನ ದಿನಗಳಲ್ಲಿ ಅವುಗಳನ್ನು ಕಾರ್ಯಗತಗೊಳಿಸಲಾಗುವುದು ಎಂದು ಆಡಳಿತ ಮಂಡಳಿ ಹೇಳಿದೆ. ಭಕ್ತರ ಸಹಕಾರ ಅಗತ್ಯ ಎಂದು ಮನವಿ ಮಾಡಲಾಗಿದೆ. ದೈನಂದಿನ ಪೂಜೆಗಳು ಎಂದಿನಂತೆ ನಡೆಯಲಿವೆ.: [847, 383, 938, 513]
- water-story-dateline: ಮಂಗಳೂರು:: [180, 889, 211, 898]
- bottom-story-photo-1: [342, 1093, 511, 1221]
- religious-story-headline[interactable]: ಧಾರ್ಮಿಕ ಕೇಂದ್ರಗಳಿಂದ ಸಮಾಜದ ಒಗ್ಗಟ್ಟು ಸಾಧ್ಯ: [180, 357, 463, 379]
- lead-story-boxout: [650, 159, 762, 306]
- water-story: [180, 692, 432, 1021]
- left-column: [8, 104, 174, 1444]
- contact-bar-links: website hosadigantha.com | E-paper epaper.hosadigantha.com | Email diganthamlr@gmail.com | Twitter HosadiganthaWeb: [182, 86, 702, 97]
- temple-story-col-1-text: ಕಾರಣಿಕ ಬಪ್ಪನಾಡು ಶ್ರೀ ದುರ್ಗಾಪರಮೇಶ್ವರಿ ದೇವಸ್ಥಾನದಲ್ಲಿ ಅಷ್ಟಮಂಗಲ ಪ್ರಶ್ನಾಚಿಂತನೆ ನಡೆದಿದ್ದು, ಅದರ ಪ್ರಕಾರ ಪರಿಹಾರ ಕಾರ್ಯಗಳು ಮಾ.10ರಿಂದ 17ರವರೆಗೆ ನಡೆಯಲಿವೆ. ಈ ಅವಧಿಯಲ್ಲಿ ವಿವಿಧ ಧಾರ್ಮಿಕ ವಿಧಿವಿಧಾನಗಳು ಶಾಸ್ತ್ರೋಕ್ತವಾಗಿ ನೆರವೇರಲಿವೆ ಎಂದು ಆಡಳಿತ ಮಂಡಳಿ ತಿಳಿಸಿದೆ. ಭಕ್ತಾದಿಗಳು ಹೆಚ್ಚಿನ ಸಂಖ್ಯೆಯಲ್ಲಿ ಭಾಗವಹಿಸಬೇಕು ಎಂದು ಮನವಿ ಮಾಡಲಾಗಿದೆ.: [644, 383, 734, 493]
- bottom-story-boxout-body: ಬಳಕೆ ವಿಸ್ತರಣೆಯೊಂದಿಗೆ ಮಾರ್ಗವಾದ ಅಂದು, ಅದರ ಹೊರೆಯನ್ನು ರೈತರಿಗೆ ಎಂದಿಗೂ ಹೊರಿಸಬಾರದು. ನಷ್ಟ ಪರಿಹಾರವನ್ನು ಮಾರುಕಟ್ಟೆ ದರದಲ್ಲಿ ನಿಗದಿಪಡಿಸಬೇಕು ಎಂದು ಆಗ್ರಹಿಸಿದರು. ಸಂಬಂಧಪಟ್ಟ ಅಧಿಕಾರಿಗಳ ಸಮ್ಮುಖದಲ್ಲಿ ಸಭೆ ನಡೆಸಿ ಸಮಸ್ಯೆ ಬಗೆಹರಿಸಬೇಕು ಎಂದು ಮನವಿ ಮಾಡಲಾಯಿತು.: [710, 1115, 931, 1154]
- water-story-body: [180, 888, 301, 938]
- women-story-body: [705, 846, 816, 906]
- divider: [8, 314, 168, 315]
- epaper-link[interactable]: epaper.hosadigantha.com: [339, 86, 449, 97]
- left-story-3-body: [8, 772, 168, 853]
- left-story-2-photo: [8, 367, 168, 517]
- photo-banner-text: ನಮ್ಮ ದಕ್ಷಿಣ ಕನ್ನಡ: [396, 177, 470, 198]
- epaper-label: E-paper: [302, 86, 337, 97]
- temple-story-kicker: ಬಪ್ಪನಾಡು ಶ್ರೀ ಕ್ಷೇತ್ರದಲ್ಲಿ ಆತ್ಮಾಂಗಗಳ ಪ್ರಶ್ನಾಚಿಂತನೆಯ ಪ್ರಾಯಶ್ಚಿತ್ತ: [644, 340, 850, 352]
- religious-story-boxout-heading: ಸಾಧಕರಿಗೆ ಸನ್ಮಾನ: [339, 555, 394, 567]
